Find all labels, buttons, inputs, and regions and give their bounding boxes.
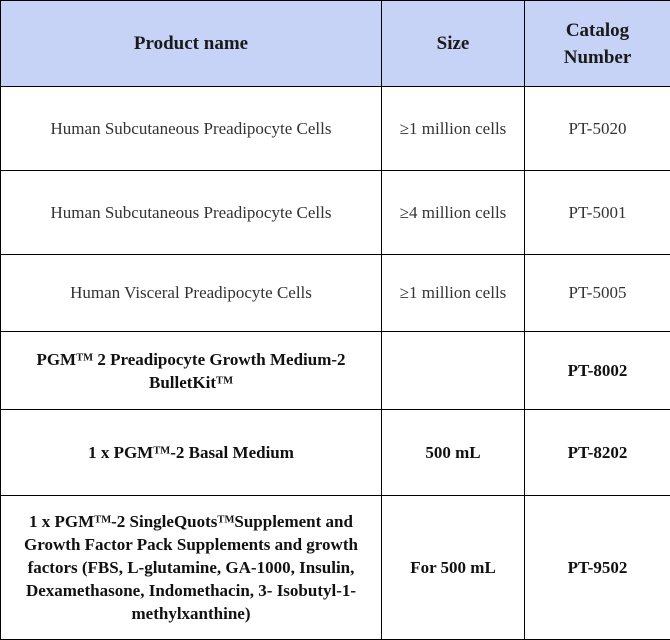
table-row bbox=[1, 171, 670, 255]
catalog-number-cell: PT-5001 bbox=[525, 171, 670, 255]
column-header-catalog-number bbox=[525, 1, 670, 87]
trademark-mark: TM bbox=[216, 375, 233, 386]
size-cell: ≥1 million cells bbox=[382, 87, 525, 171]
product-name-cell: Human Visceral Preadipocyte Cells bbox=[1, 255, 382, 332]
size-cell: 500 mL bbox=[382, 410, 525, 496]
trademark-mark: TM bbox=[76, 352, 93, 363]
catalog-number-cell: PT-5020 bbox=[525, 87, 670, 171]
product-name-text: 1 x PGM bbox=[29, 512, 94, 531]
catalog-number-cell: PT-9502 bbox=[525, 496, 670, 640]
product-name-text: -2 SingleQuots bbox=[111, 512, 217, 531]
product-name-cell bbox=[1, 332, 382, 410]
catalog-number-cell: PT-8002 bbox=[525, 332, 670, 410]
product-name-text: PGM bbox=[36, 350, 76, 369]
table-row bbox=[1, 496, 670, 640]
size-cell bbox=[382, 332, 525, 410]
product-name-text: 1 x PGM bbox=[88, 443, 153, 462]
size-cell: ≥4 million cells bbox=[382, 171, 525, 255]
product-name-cell: Human Subcutaneous Preadipocyte Cells bbox=[1, 171, 382, 255]
product-name-cell bbox=[1, 496, 382, 640]
catalog-header-line1: Catalog bbox=[566, 20, 629, 41]
table-row bbox=[1, 255, 670, 332]
product-name-text: -2 Basal Medium bbox=[170, 443, 294, 462]
product-name-cell bbox=[1, 410, 382, 496]
header-row bbox=[1, 1, 670, 87]
table-row bbox=[1, 410, 670, 496]
table-row bbox=[1, 332, 670, 410]
size-cell: For 500 mL bbox=[382, 496, 525, 640]
column-header-product-name: Product name bbox=[1, 1, 382, 87]
product-name-text: 2 Preadipocyte Growth Medium-2 BulletKit bbox=[93, 350, 345, 392]
catalog-number-cell: PT-5005 bbox=[525, 255, 670, 332]
trademark-mark: TM bbox=[217, 514, 234, 525]
trademark-mark: TM bbox=[153, 445, 170, 456]
column-header-size: Size bbox=[382, 1, 525, 87]
table-row bbox=[1, 87, 670, 171]
size-cell: ≥1 million cells bbox=[382, 255, 525, 332]
trademark-mark: TM bbox=[94, 514, 111, 525]
product-name-text: Supplement and Growth Factor Pack Supplements and growth factors (FBS, L-glutamine, GA-1000, Insulin, Dexamethasone, Indomethacin, 3- Isobutyl-1-methylxanthine) bbox=[24, 512, 358, 623]
catalog-number-cell: PT-8202 bbox=[525, 410, 670, 496]
product-name-cell: Human Subcutaneous Preadipocyte Cells bbox=[1, 87, 382, 171]
catalog-header-line2: Number bbox=[564, 47, 632, 68]
